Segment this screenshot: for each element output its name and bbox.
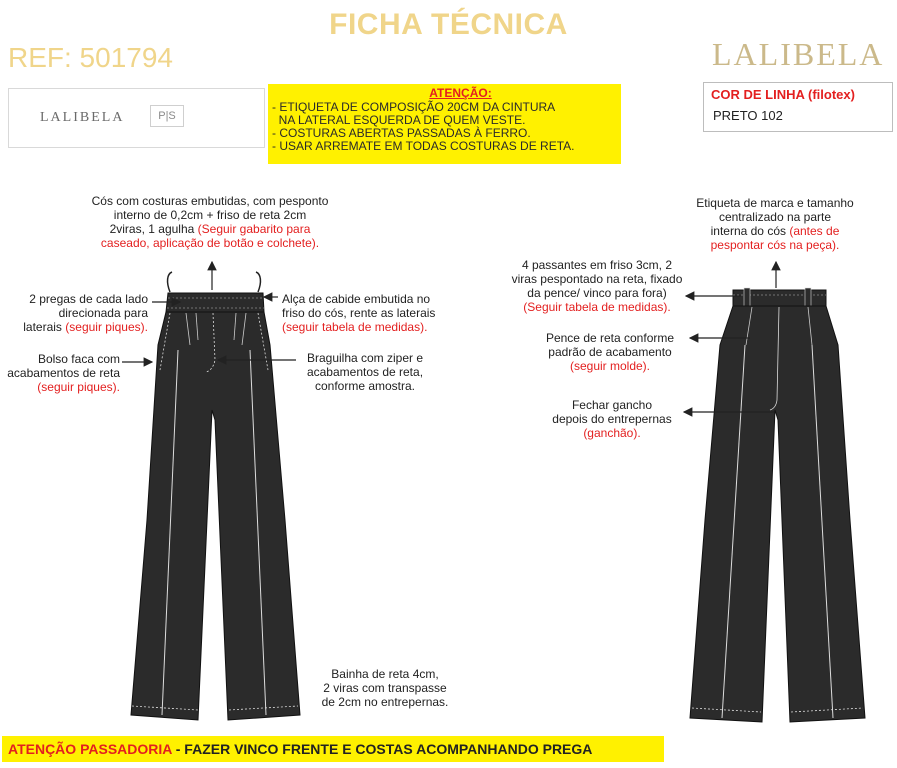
note-bainha: Bainha de reta 4cm, 2 viras com transpasse de 2cm no entrepernas. <box>321 667 449 709</box>
note-alca: Alça de cabide embutida no friso do cós, rente as laterais (seguir tabela de medidas). <box>282 292 436 334</box>
footer-note: ATENÇÃO PASSADORIA - FAZER VINCO FRENTE E COSTAS ACOMPANHANDO PREGA <box>8 741 593 757</box>
back-pants-drawing <box>690 288 865 722</box>
note-pence: Pence de reta conforme padrão de acabamento (seguir molde). <box>545 331 675 373</box>
brand-label-mark: P|S <box>150 105 184 127</box>
note-etiqueta: Etiqueta de marca e tamanho centralizado na parte interna do cós (antes de pespontar cós na peça). <box>696 196 854 252</box>
thread-color-title: COR DE LINHA (filotex) <box>711 87 855 102</box>
note-braguilha: Braguilha com ziper e acabamentos de reta, conforme amostra. <box>306 351 424 393</box>
front-pants-drawing <box>131 272 300 720</box>
attention-line: - COSTURAS ABERTAS PASSADAS À FERRO. <box>272 126 531 140</box>
reference-code: REF: 501794 <box>8 42 173 73</box>
note-cos: Cós com costuras embutidas, com pesponto interno de 0,2cm + friso de reta 2cm 2viras, 1 agulha (Seguir gabarito para caseado, aplicação de botão e colchete). <box>91 194 329 250</box>
note-passantes: 4 passantes em friso 3cm, 2 viras pespontado na reta, fixado da pence/ vinco para fora) (Seguir tabela de medidas). <box>511 258 683 314</box>
page-title: FICHA TÉCNICA <box>329 8 568 41</box>
brand-logo: LALIBELA <box>712 36 885 72</box>
thread-color-value: PRETO 102 <box>713 108 783 123</box>
attention-title: ATENÇÃO: <box>429 86 492 100</box>
note-pregas: 2 pregas de cada lado direcionada para laterais (seguir piques). <box>23 292 148 334</box>
attention-line: - USAR ARREMATE EM TODAS COSTURAS DE RETA. <box>272 139 575 153</box>
note-bolso: Bolso faca com acabamentos de reta (seguir piques). <box>7 352 120 394</box>
brand-label-name: LALIBELA <box>40 110 125 125</box>
note-gancho: Fechar gancho depois do entrepernas (ganchão). <box>552 398 672 440</box>
attention-line: NA LATERAL ESQUERDA DE QUEM VESTE. <box>272 113 526 127</box>
attention-line: - ETIQUETA DE COMPOSIÇÃO 20CM DA CINTURA <box>272 100 556 114</box>
